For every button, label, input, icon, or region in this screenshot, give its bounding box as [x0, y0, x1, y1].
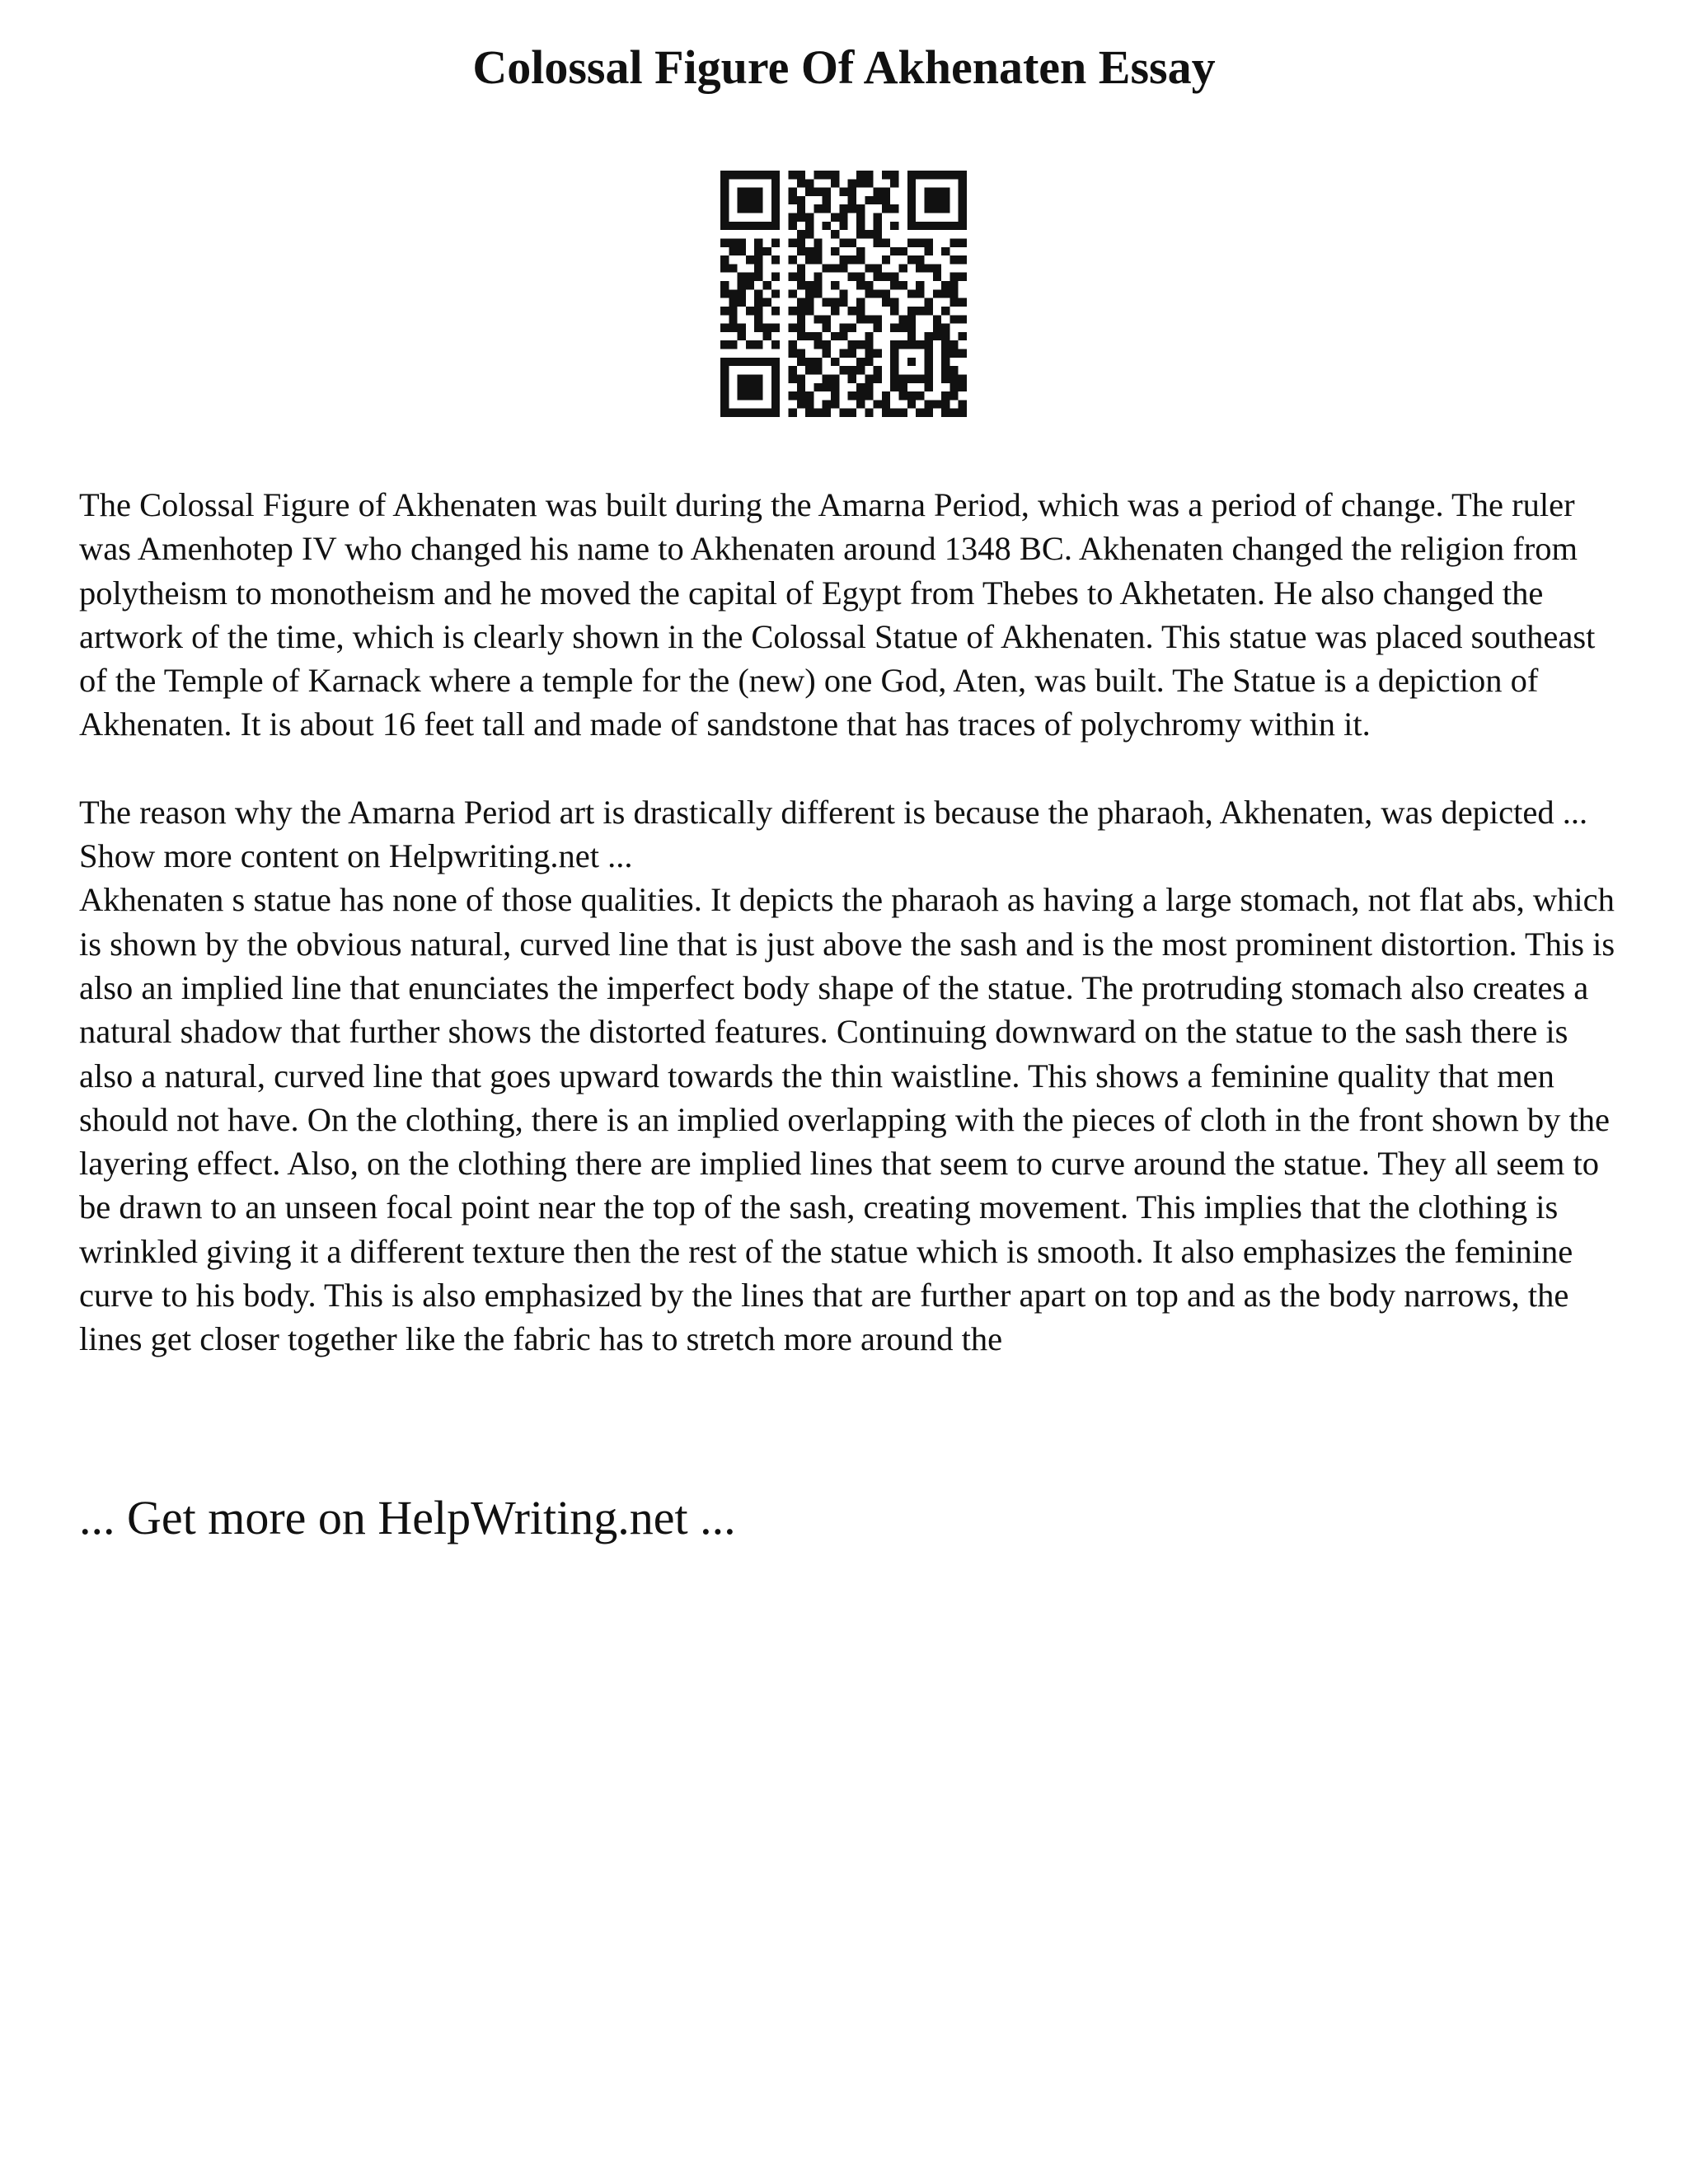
paragraph-intro: The Colossal Figure of Akhenaten was built during the Amarna Period, which was a period of change. The ruler was Amenhotep IV who changed his name to Akhenaten around 1348 BC. Akhenaten changed the religion from polytheism to monotheism and he moved the capital of Egypt from Thebes to Akhetaten. He also changed the artwork of the time, which is clearly shown in the Colossal Statue of Akhenaten. This statue was placed southeast of the Temple of Karnack where a temple for the (new) one God, Aten, was built. The Statue is a depiction of Akhenaten. It is about 16 feet tall and made of sandstone that has traces of polychromy within it.: [79, 486, 1596, 743]
paragraph-analysis: Akhenaten s statue has none of those qualities. It depicts the pharaoh as having a large stomach, not flat abs, which is shown by the obvious natural, curved line that is just above the sash and is the most prominent distortion. This is also an implied line that enunciates the imperfect body shape of the statue. The protruding stomach also creates a natural shadow that further shows the distorted features. Continuing downward on the statue to the sash there is also a natural, curved line that goes upward towards the thin waistline. This shows a feminine quality that men should not have. On the clothing, there is an implied overlapping with the pieces of cloth in the front shown by the layering effect. Also, on the clothing there are implied lines that seem to curve around the statue. They all seem to be drawn to an unseen focal point near the top of the sash, creating movement. This implies that the clothing is wrinkled giving it a different texture then the rest of the statue which is smooth. It also emphasizes the feminine curve to his body. This is also emphasized by the lines that are further apart on top and as the body narrows, the lines get closer together like the fabric has to stretch more around the: [79, 881, 1615, 1358]
paragraph-teaser: The reason why the Amarna Period art is drastically different is because the pharaoh, Akhenaten, was depicted ... Show more content on Helpwriting.net ...: [79, 793, 1588, 875]
get-more-link[interactable]: ... Get more on HelpWriting.net ...: [79, 1491, 736, 1544]
paragraph-spacer: [79, 747, 1620, 790]
essay-body: [79, 483, 1620, 1361]
page-title: Colossal Figure Of Akhenaten Essay: [472, 40, 1216, 94]
qr-code-icon: [720, 171, 967, 417]
